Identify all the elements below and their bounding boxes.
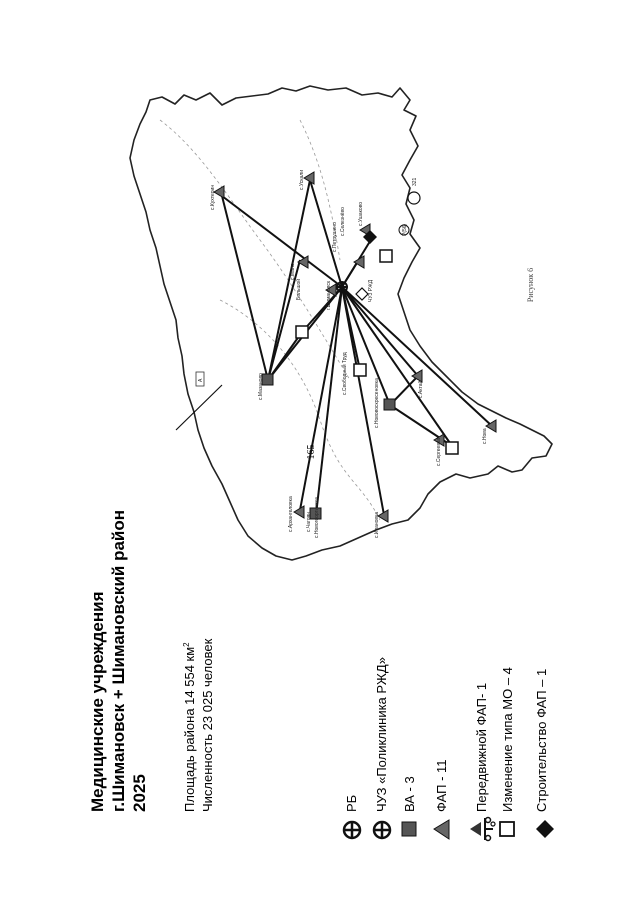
badge-a: А <box>198 378 204 382</box>
legend-item-fap <box>434 759 449 839</box>
dark-square-icon <box>402 822 416 836</box>
legend-label-rzd: ЧУЗ «Поликлиника РЖД» <box>374 657 389 812</box>
va-marker <box>384 399 395 410</box>
label-uskali: с.Ускали <box>299 169 305 190</box>
legend-item-rb <box>344 795 360 838</box>
label-rzd: ЧУЗ РЖД <box>368 279 374 302</box>
change-type-marker <box>354 364 366 376</box>
change-type-marker <box>380 250 392 262</box>
label-selezn: с.Селезнёво <box>340 207 346 236</box>
population-text: Численность 23 025 человек <box>200 638 215 812</box>
label-ushakovo: с.Ушаково <box>358 201 364 226</box>
mobile-fap-icon <box>470 818 495 841</box>
title-block <box>88 510 149 812</box>
legend-label-fap: ФАП - 11 <box>434 759 449 812</box>
badge-321: 321 <box>412 177 418 186</box>
triangle-icon <box>434 820 449 839</box>
label-aktay: с.Актай <box>418 380 424 398</box>
legend-label-rb: РБ <box>344 794 359 812</box>
legend-label-construction: Строительство ФАП – 1 <box>534 668 549 812</box>
label-novovoskr: с.Нововоскресеновка <box>374 378 380 428</box>
rzd-marker <box>356 288 368 300</box>
label-maloe: с.Мало- <box>290 261 296 280</box>
label-bolshoy: Большой <box>296 278 302 300</box>
badge-road: P(56) <box>402 223 408 236</box>
label-nova: с.Нова <box>482 428 488 444</box>
label-chagoyan: с.Чагоян <box>306 512 312 532</box>
title-line-3: 2025 <box>130 774 149 812</box>
change-type-marker <box>296 326 308 338</box>
circle-cross-icon <box>374 822 390 838</box>
title-line-2: г.Шимановск + Шимановский район <box>109 509 128 812</box>
legend-label-va: ВА - 3 <box>402 776 417 812</box>
change-type-marker <box>446 442 458 454</box>
legend-item-mobile-fap <box>470 683 495 841</box>
circle-cross-icon <box>344 822 360 838</box>
label-arkh: с.Архангеловка <box>288 496 294 532</box>
label-novo2: с.Новогеоргиевка <box>314 497 320 538</box>
label-svobodny: с.Свободный Труд <box>342 352 348 395</box>
diamond-icon <box>536 820 554 838</box>
district-boundary <box>130 86 552 560</box>
legend-item-va <box>402 776 417 836</box>
legend <box>344 657 554 840</box>
road-badges <box>196 192 420 386</box>
legend-item-construction <box>534 669 554 838</box>
area-text: Площадь района 14 554 $км^2$ <box>182 642 197 812</box>
district-info <box>182 638 215 812</box>
district-map <box>130 86 552 560</box>
legend-item-change-type <box>500 667 515 836</box>
legend-label-mobile-fap: Передвижной ФАП- 1 <box>474 682 489 812</box>
legend-label-change-type: Изменение типа МО – 4 <box>500 667 515 812</box>
label-ivanovka: с.Ивановка <box>374 511 380 538</box>
connection-lines <box>222 180 492 515</box>
map-labels <box>198 170 488 538</box>
label-kukhterin: с.Кухтерин <box>210 184 216 210</box>
fap-marker <box>294 506 304 518</box>
label-gorodskoy: г.Шимановск <box>326 280 332 310</box>
figure-caption: Рисунок 6 <box>526 267 535 303</box>
label-petruchin: с.Петрушино <box>332 222 338 252</box>
title-line-1: Медицинские учреждения <box>88 591 107 812</box>
label-sergeevka: с.Сергеевка <box>436 437 442 466</box>
empty-square-icon <box>500 822 514 836</box>
page-number: 165 <box>306 444 317 460</box>
label-mazanovo: с.Мазаново <box>258 373 264 400</box>
legend-item-rzd <box>374 657 390 838</box>
